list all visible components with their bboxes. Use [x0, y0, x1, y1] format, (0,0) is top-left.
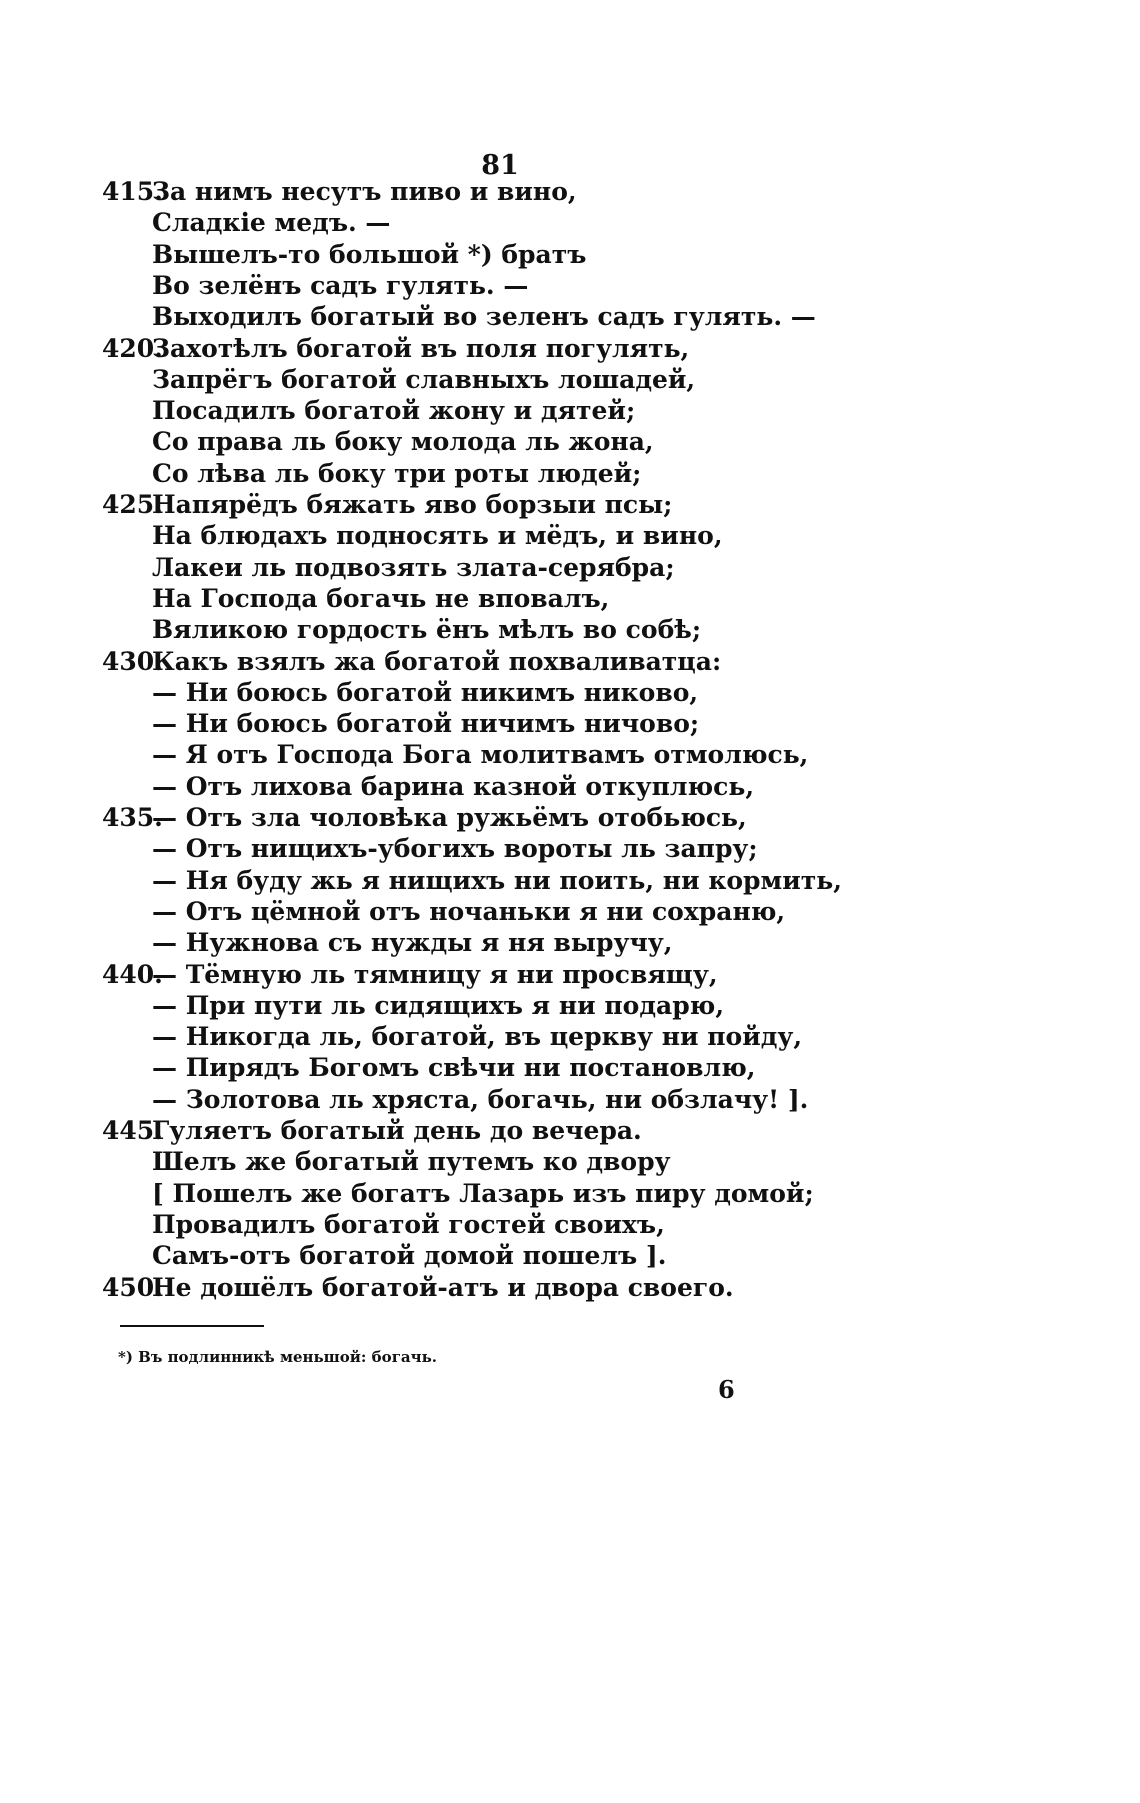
verse-text: — Отъ зла чоловѣка ружьёмъ отобьюсь, — [152, 803, 747, 832]
footnote-rule — [120, 1325, 264, 1327]
verse-line — [102, 1083, 808, 1117]
verse-text: — Тёмную ль тямницу я ни просвящу, — [152, 959, 718, 989]
verse-line — [102, 300, 816, 334]
verse-text: [ Пошелъ же богатъ Лазарь изъ пиру домой; — [152, 1178, 814, 1208]
verse-text: — Я отъ Господа Бога молитвамъ отмолюсь, — [152, 740, 809, 770]
verse-text: — Ни боюсь богатой ничимъ ничово; — [152, 709, 700, 739]
verse-line — [102, 1145, 671, 1179]
verse-text: Посадилъ богатой жону и дятей; — [152, 396, 636, 426]
verse-text: Напярёдъ бяжать яво борзыи псы; — [152, 490, 673, 519]
verse-line — [102, 895, 785, 929]
verse-line — [102, 989, 724, 1023]
footnote: *) Въ подлинникѣ меньшой: богачь. — [118, 1348, 437, 1366]
verse-text: Гуляетъ богатый день до вечера. — [152, 1116, 642, 1145]
verse-number: 430. — [102, 646, 163, 676]
signature-mark: 6 — [718, 1375, 735, 1404]
verse-number: 440. — [102, 959, 163, 989]
verse-line — [102, 801, 747, 835]
verse-line — [102, 958, 718, 992]
verse-line — [102, 1271, 734, 1305]
verse-line — [102, 332, 689, 366]
verse-line — [102, 519, 723, 553]
verse-text: Шелъ же богатый путемъ ко двору — [152, 1147, 671, 1177]
verse-text: Запрёгъ богатой славныхъ лошадей, — [152, 364, 696, 394]
verse-text: — Ня буду жь я нищихъ ни поить, ни кормить, — [152, 865, 842, 895]
verse-line — [102, 832, 758, 866]
verse-line — [102, 676, 698, 710]
verse-line — [102, 175, 577, 209]
verse-text: Со лѣва ль боку три роты людей; — [152, 458, 642, 488]
verse-text: Со права ль боку молода ль жона, — [152, 427, 654, 457]
verse-line — [102, 926, 672, 960]
verse-text: Во зелёнъ садъ гулять. — — [152, 270, 529, 300]
verse-number: 420. — [102, 333, 163, 363]
verse-number: 435. — [102, 803, 163, 832]
verse-line — [102, 457, 641, 491]
verse-text: — При пути ль сидящихъ я ни подарю, — [152, 990, 725, 1020]
verse-line — [102, 425, 654, 459]
verse-line — [102, 1051, 755, 1085]
verse-text: — Отъ нищихъ-убогихъ вороты ль запру; — [152, 834, 758, 864]
verse-line — [102, 613, 701, 647]
verse-text: Провадилъ богатой гостей своихъ, — [152, 1209, 665, 1239]
verse-line — [102, 864, 842, 898]
verse-text: — Золотова ль хряста, богачь, ни обзлачу! ]. — [152, 1084, 809, 1114]
verse-line — [102, 582, 609, 616]
verse-line — [102, 1239, 666, 1273]
verse-text: — Отъ лихова барина казной откуплюсь, — [152, 771, 755, 801]
verse-line — [102, 1114, 642, 1148]
verse-line — [102, 551, 675, 585]
verse-text: — Отъ цёмной отъ ночаньки я ни сохраню, — [152, 896, 786, 926]
verse-line — [102, 1177, 814, 1211]
verse-text: Какъ взялъ жа богатой похваливатца: — [152, 646, 722, 676]
verse-text: Сладкіе медъ. — — [152, 208, 391, 238]
verse-text: — Нужнова съ нужды я ня выручу, — [152, 928, 673, 958]
verse-text: — Пирядъ Богомъ свѣчи ни постановлю, — [152, 1053, 756, 1083]
verse-line — [102, 738, 808, 772]
verse-text: Лакеи ль подвозять злата-серябра; — [152, 552, 675, 582]
verse-line — [102, 707, 699, 741]
verse-text: Не дошёлъ богатой-атъ и двора своего. — [152, 1272, 734, 1302]
page-number: 81 — [481, 150, 519, 181]
verse-text: Самъ-отъ богатой домой пошелъ ]. — [152, 1241, 667, 1271]
verse-number: 425. — [102, 490, 163, 519]
verse-text: Выходилъ богатый во зеленъ садъ гулять. — — [152, 302, 816, 332]
verse-text: На блюдахъ подносять и мёдъ, и вино, — [152, 521, 723, 551]
verse-line — [102, 363, 695, 397]
verse-text: Вяликою гордость ёнъ мѣлъ во собѣ; — [152, 615, 702, 645]
verse-line — [102, 770, 754, 804]
verse-text: Захотѣлъ богатой въ поля погулять, — [152, 333, 690, 363]
verse-text: За нимъ несутъ пиво и вино, — [152, 177, 577, 206]
verse-text: — Ни боюсь богатой никимъ никово, — [152, 677, 699, 707]
verse-line — [102, 394, 635, 428]
verse-line — [102, 488, 672, 522]
verse-text: Вышелъ-то большой *) братъ — [152, 239, 587, 269]
verse-line — [102, 645, 721, 679]
verse-text: На Господа богачь не вповалъ, — [152, 583, 610, 613]
verse-line — [102, 1208, 665, 1242]
verse-text: — Никогда ль, богатой, въ церкву ни пойду, — [152, 1022, 803, 1052]
verse-number: 450. — [102, 1272, 163, 1302]
verse-line — [102, 1020, 802, 1054]
verse-number: 415. — [102, 177, 163, 206]
verse-line — [102, 238, 586, 272]
verse-line — [102, 206, 390, 240]
verse-number: 445. — [102, 1116, 163, 1145]
verse-line — [102, 269, 528, 303]
